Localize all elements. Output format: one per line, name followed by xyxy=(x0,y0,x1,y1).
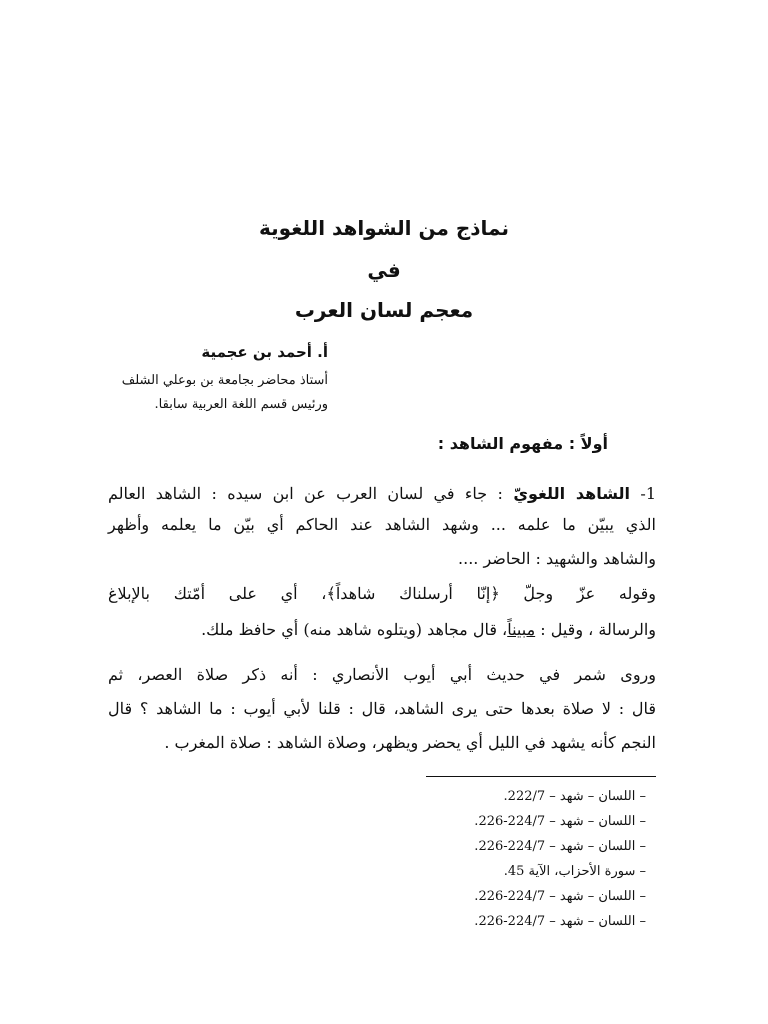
body-line-8: النجم كأنه يشهد في الليل أي يحضر ويظهر، وصلاة الشاهد : صلاة المغرب . xyxy=(164,733,656,752)
body-line-2: الذي يبيّن ما علمه ... وشهد الشاهد عند الحاكم أي بيّن ما يعلمه وأظهر xyxy=(108,515,656,534)
footnote-4: – سورة الأحزاب، الآية 45. xyxy=(503,864,646,879)
underlined-word: مبيناً xyxy=(507,620,536,639)
footnote-3: – اللسان – شهد – 224/7-226. xyxy=(474,839,646,854)
body-line-5-start: والرسالة ، وقيل : xyxy=(540,620,656,639)
body-line-5-end: ، قال مجاهد (ويتلوه شاهد منه) أي حافظ ملك. xyxy=(201,620,508,639)
author-affiliation-2: ورئيس قسم اللغة العربية سابقا. xyxy=(154,397,328,412)
footnote-5: – اللسان – شهد – 224/7-226. xyxy=(474,889,646,904)
title-line-1: نماذج من الشواهد اللغوية xyxy=(259,216,509,240)
body-line-1-rest: : جاء في لسان العرب عن ابن سيده : الشاهد العالم xyxy=(108,484,503,503)
footnote-6: – اللسان – شهد – 224/7-226. xyxy=(474,914,646,929)
body-line-6: وروى شمر في حديث أبي أيوب الأنصاري : أنه ذكر صلاة العصر، ثم xyxy=(108,665,656,684)
body-line-5 xyxy=(201,618,656,642)
author-name: أ. أحمد بن عجمية xyxy=(201,343,328,361)
footnote-separator xyxy=(426,776,656,777)
section-heading: أولاً : مفهوم الشاهد : xyxy=(437,434,608,453)
item-number: 1- xyxy=(640,484,657,503)
body-line-7: قال : لا صلاة بعدها حتى يرى الشاهد، قال : قلنا لأبي أيوب : ما الشاهد ؟ قال xyxy=(108,699,656,718)
body-line-4: وقوله عزّ وجلّ ﴿إنّا أرسلناك شاهداً﴾، أي على أمّتك بالإبلاغ xyxy=(108,584,656,603)
body-line-3: والشاهد والشهيد : الحاضر .... xyxy=(458,549,656,568)
footnote-1: – اللسان – شهد – 222/7. xyxy=(503,789,646,804)
term-linguistic-witness: الشاهد اللغويّ xyxy=(513,484,631,503)
title-line-3: معجم لسان العرب xyxy=(294,298,474,322)
footnote-2: – اللسان – شهد – 224/7-226. xyxy=(474,814,646,829)
author-affiliation-1: أستاذ محاضر بجامعة بن بوعلي الشلف xyxy=(121,373,328,388)
body-line-1 xyxy=(108,482,656,506)
title-line-2: في xyxy=(367,258,401,282)
